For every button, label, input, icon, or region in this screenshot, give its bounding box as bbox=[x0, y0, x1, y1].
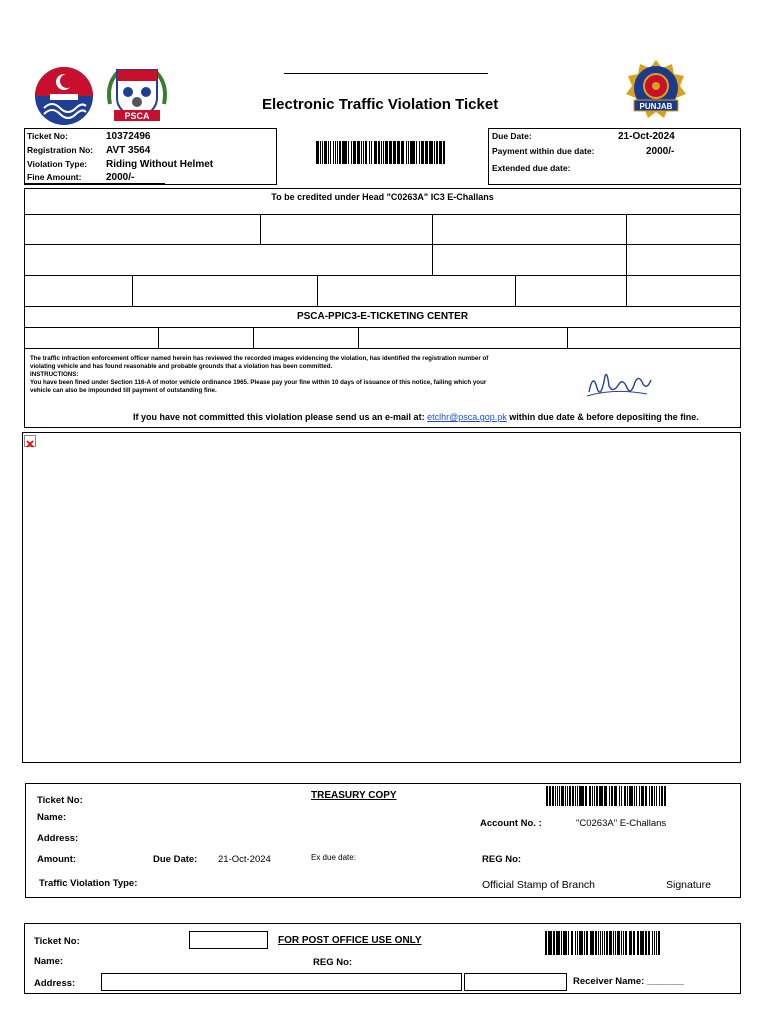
ticket-no-value: 10372496 bbox=[106, 131, 151, 142]
barcode-bar bbox=[434, 141, 435, 164]
barcode-bar bbox=[586, 786, 587, 806]
barcode-bar bbox=[575, 931, 576, 955]
barcode-bar bbox=[422, 141, 423, 164]
grid-line bbox=[132, 275, 133, 306]
barcode-bar bbox=[386, 141, 387, 164]
police-logo-text: PUNJAB bbox=[639, 102, 673, 111]
post-name-label: Name: bbox=[34, 956, 64, 967]
barcode-bar bbox=[406, 141, 407, 164]
barcode-bar bbox=[646, 786, 647, 806]
violation-image-area bbox=[22, 432, 741, 763]
registration-value: AVT 3564 bbox=[106, 145, 151, 156]
barcode-bar bbox=[649, 786, 650, 806]
treasury-account-label: Account No. : bbox=[480, 818, 542, 829]
barcode-bar bbox=[403, 141, 404, 164]
grid-line bbox=[626, 214, 627, 306]
ticket-no-label: Ticket No: bbox=[27, 131, 68, 141]
email-suffix: within due date & before depositing the fine. bbox=[509, 412, 699, 422]
barcode-bar bbox=[642, 786, 643, 806]
barcode-bar bbox=[559, 786, 560, 806]
barcode-bar bbox=[440, 141, 441, 164]
barcode-bar bbox=[565, 786, 566, 806]
ticket-barcode bbox=[316, 141, 448, 164]
barcode-bar bbox=[665, 786, 666, 806]
post-receiver-label: Receiver Name: _______ bbox=[573, 976, 684, 987]
barcode-bar bbox=[619, 786, 620, 806]
barcode-bar bbox=[581, 931, 582, 955]
treasury-due-date-label: Due Date: bbox=[153, 854, 198, 865]
barcode-bar bbox=[345, 141, 346, 164]
barcode-bar bbox=[320, 141, 321, 164]
barcode-bar bbox=[354, 141, 355, 164]
grid-line bbox=[24, 348, 741, 349]
grid-line bbox=[24, 327, 741, 328]
psca-logo-text: PSCA bbox=[124, 111, 150, 121]
post-reg-label: REG No: bbox=[313, 957, 353, 968]
barcode-bar bbox=[634, 786, 635, 806]
treasury-due-date-value: 21-Oct-2024 bbox=[218, 854, 271, 865]
barcode-bar bbox=[656, 931, 657, 955]
barcode-bar bbox=[656, 786, 657, 806]
barcode-bar bbox=[552, 786, 553, 806]
barcode-bar bbox=[625, 786, 626, 806]
post-ticket-no-label: Ticket No: bbox=[34, 936, 80, 947]
barcode-bar bbox=[555, 786, 556, 806]
barcode-bar bbox=[550, 786, 551, 806]
barcode-bar bbox=[361, 141, 362, 164]
punjab-emblem-logo bbox=[34, 66, 94, 126]
barcode-bar bbox=[351, 141, 352, 164]
barcode-bar bbox=[613, 931, 614, 955]
barcode-bar bbox=[419, 141, 420, 164]
fine-amount-label: Fine Amount: bbox=[27, 172, 82, 182]
barcode-bar bbox=[436, 141, 437, 164]
barcode-bar bbox=[371, 141, 372, 164]
treasury-signature-label: Signature bbox=[666, 879, 711, 891]
grid-line bbox=[158, 327, 159, 348]
barcode-bar bbox=[550, 931, 551, 955]
due-date-label: Due Date: bbox=[492, 131, 532, 141]
treasury-copy-title: TREASURY COPY bbox=[311, 790, 397, 801]
grid-line bbox=[24, 244, 741, 245]
post-ticket-no-field[interactable] bbox=[189, 931, 268, 949]
barcode-bar bbox=[602, 931, 603, 955]
barcode-bar bbox=[358, 141, 359, 164]
barcode-bar bbox=[562, 786, 563, 806]
barcode-bar bbox=[636, 786, 637, 806]
notice-line: The traffic infraction enforcement officer named herein has reviewed the recorded images evidencing the violation, has identified the registration number of bbox=[30, 355, 489, 362]
post-office-title: FOR POST OFFICE USE ONLY bbox=[278, 935, 422, 946]
barcode-bar bbox=[330, 141, 331, 164]
treasury-barcode bbox=[546, 786, 666, 806]
barcode-bar bbox=[333, 141, 334, 164]
broken-image-icon bbox=[24, 435, 36, 447]
barcode-bar bbox=[390, 141, 391, 164]
barcode-bar bbox=[642, 931, 643, 955]
email-instruction bbox=[133, 412, 699, 422]
barcode-bar bbox=[621, 786, 622, 806]
barcode-bar bbox=[626, 931, 627, 955]
email-prefix: If you have not committed this violation please send us an e-mail at: bbox=[133, 412, 425, 422]
treasury-account-value: "C0263A" E-Challans bbox=[576, 818, 667, 829]
barcode-bar bbox=[654, 786, 655, 806]
barcode-bar bbox=[565, 931, 566, 955]
post-barcode bbox=[545, 931, 663, 955]
violation-type-label: Violation Type: bbox=[27, 159, 88, 169]
barcode-bar bbox=[594, 786, 595, 806]
grid-line bbox=[260, 214, 261, 244]
treasury-violation-label: Traffic Violation Type: bbox=[39, 878, 138, 889]
barcode-bar bbox=[575, 786, 576, 806]
payment-within-value: 2000/- bbox=[646, 146, 675, 157]
barcode-bar bbox=[328, 141, 329, 164]
barcode-bar bbox=[621, 931, 622, 955]
barcode-bar bbox=[592, 931, 593, 955]
barcode-bar bbox=[634, 931, 635, 955]
barcode-bar bbox=[639, 786, 640, 806]
center-name: PSCA-PPIC3-E-TICKETING CENTER bbox=[296, 311, 469, 322]
grid-line bbox=[253, 327, 254, 348]
post-address-label: Address: bbox=[34, 978, 76, 989]
barcode-bar bbox=[431, 141, 432, 164]
registration-label: Registration No: bbox=[27, 145, 94, 155]
barcode-bar bbox=[659, 786, 660, 806]
treasury-stamp-label: Official Stamp of Branch bbox=[482, 879, 596, 891]
barcode-bar bbox=[383, 141, 384, 164]
barcode-bar bbox=[348, 141, 349, 164]
extended-due-label: Extended due date: bbox=[492, 163, 571, 173]
barcode-bar bbox=[582, 786, 583, 806]
header-rule bbox=[284, 73, 488, 74]
barcode-bar bbox=[369, 141, 370, 164]
barcode-bar bbox=[416, 141, 417, 164]
barcode-bar bbox=[587, 931, 588, 955]
notice-line: vehicle can also be impounded till payment of outstanding fine. bbox=[30, 387, 217, 394]
grid-line bbox=[358, 327, 359, 348]
barcode-bar bbox=[598, 931, 599, 955]
barcode-bar bbox=[568, 931, 569, 955]
barcode-bar bbox=[572, 931, 573, 955]
fine-amount-value: 2000/- bbox=[106, 172, 135, 183]
barcode-bar bbox=[606, 786, 607, 806]
barcode-bar bbox=[609, 786, 610, 806]
treasury-address-label: Address: bbox=[37, 833, 79, 844]
barcode-bar bbox=[652, 931, 653, 955]
barcode-bar bbox=[658, 931, 659, 955]
barcode-bar bbox=[572, 786, 573, 806]
barcode-bar bbox=[616, 786, 617, 806]
officer-signature bbox=[585, 366, 655, 402]
grid-line bbox=[515, 275, 516, 306]
due-date-value: 21-Oct-2024 bbox=[618, 131, 675, 142]
barcode-bar bbox=[379, 141, 380, 164]
payment-within-label: Payment within due date: bbox=[492, 146, 595, 156]
grid-line bbox=[317, 275, 318, 306]
treasury-amount-label: Amount: bbox=[37, 854, 77, 865]
post-extra-field[interactable] bbox=[464, 973, 567, 991]
fine-underline bbox=[25, 183, 165, 184]
treasury-ticket-no-label: Ticket No: bbox=[37, 795, 83, 806]
traffic-police-logo bbox=[624, 58, 688, 122]
grid-line bbox=[24, 306, 741, 307]
grid-line bbox=[24, 214, 741, 215]
treasury-name-label: Name: bbox=[37, 812, 67, 823]
psca-logo bbox=[104, 64, 170, 124]
notice-line: INSTRUCTIONS: bbox=[30, 371, 79, 378]
notice-text bbox=[30, 355, 550, 395]
barcode-bar bbox=[444, 141, 445, 164]
barcode-bar bbox=[317, 141, 318, 164]
grid-line bbox=[567, 327, 568, 348]
barcode-bar bbox=[590, 786, 591, 806]
notice-line: You have been fined under Section 116-A of motor vehicle ordinance 1965. Please pay your fine within 10 days of issuance of this notice, failing which your bbox=[30, 379, 487, 386]
barcode-bar bbox=[558, 931, 559, 955]
email-link[interactable]: etclhr@psca.gop.pk bbox=[427, 412, 507, 422]
treasury-ex-due-label: Ex due date: bbox=[311, 853, 356, 862]
barcode-bar bbox=[649, 931, 650, 955]
post-address-field[interactable] bbox=[101, 973, 462, 991]
page-title: Electronic Traffic Violation Ticket bbox=[262, 96, 499, 113]
violation-type-value: Riding Without Helmet bbox=[106, 159, 214, 170]
barcode-bar bbox=[337, 141, 338, 164]
barcode-bar bbox=[413, 141, 414, 164]
barcode-bar bbox=[366, 141, 367, 164]
barcode-bar bbox=[570, 786, 571, 806]
treasury-reg-label: REG No: bbox=[482, 854, 522, 865]
credit-line: To be credited under Head "C0263A" IC3 E-Challans bbox=[271, 192, 494, 202]
notice-line: violating vehicle and has found reasonable and probable grounds that a violation has been committed. bbox=[30, 363, 333, 370]
grid-line bbox=[432, 214, 433, 275]
